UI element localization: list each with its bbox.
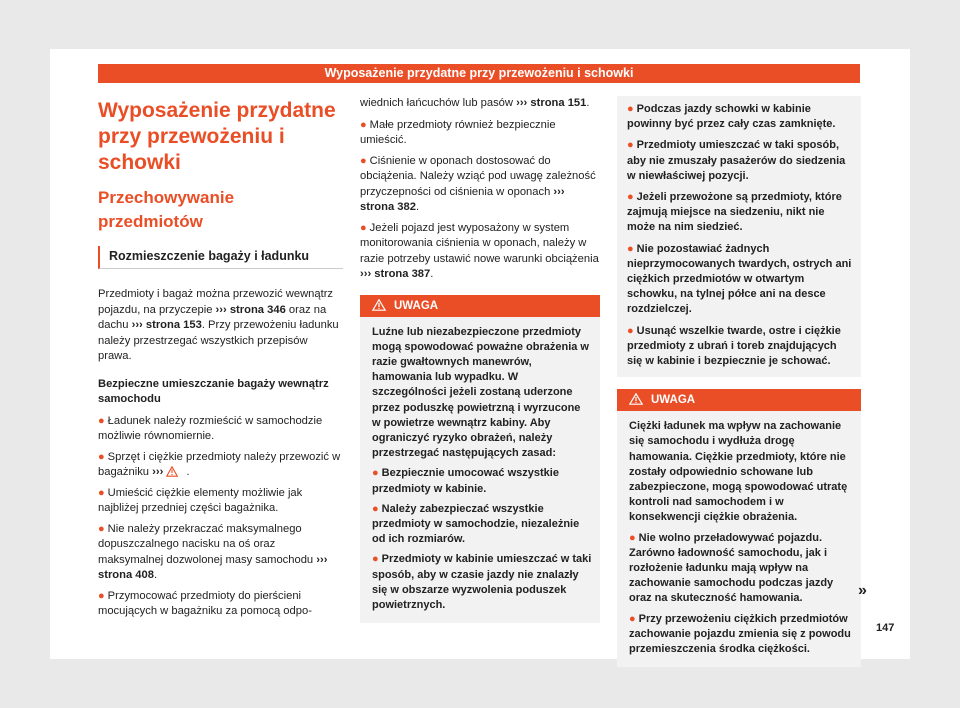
bullet-icon: ● [372, 467, 379, 480]
warning-title: UWAGA [394, 299, 439, 312]
list-item-text: Umieścić ciężkie elementy możliwie jak najbliżej przedniej części bagażnika. [98, 486, 303, 514]
list-item-text: Nie pozostawiać żadnych nieprzymocowanych twardych, ostrych ani ciężkich przedmiotów w otwartym schowku, na tylnej półce ani na desce rozdzielczej. [627, 242, 852, 316]
column-3 [617, 96, 861, 667]
subheading: Bezpieczne umieszczanie bagaży wewnątrz samochodu [98, 377, 329, 405]
list-item-text: Nie należy przekraczać maksymalnego dopuszczalnego nacisku na oś oraz maksymalnej dozwolonej masy samochodu [98, 522, 317, 566]
list-item-text: Jeżeli przewożone są przedmioty, które zajmują miejsce na siedzeniu, nikt nie może na nim siedzieć. [627, 191, 842, 234]
list-item-text: Jeżeli pojazd jest wyposażony w system monitorowania ciśnienia w oponach, należy w razie potrzeby ustawić nowe warunki obciążenia [360, 221, 599, 265]
warning-triangle-icon [629, 393, 643, 405]
list-item [98, 486, 343, 517]
bullet-icon: ● [629, 612, 636, 625]
continue-arrow-icon: » [858, 582, 867, 599]
list-item [627, 102, 853, 132]
intro-paragraph [98, 287, 343, 365]
list-item [627, 138, 853, 184]
page-ref-link[interactable]: ››› strona 382 [360, 185, 565, 213]
list-item-text: . [415, 201, 420, 213]
list-item [98, 450, 343, 481]
list-item-text: Ładunek należy rozmieścić w samochodzie możliwie równomiernie. [98, 414, 323, 442]
column-2 [360, 96, 600, 623]
bullet-icon: ● [98, 486, 105, 499]
bullet-icon: ● [627, 324, 634, 337]
list-item-text: . [153, 569, 158, 581]
bullet-icon: ● [360, 221, 367, 234]
page-number: 147 [876, 622, 895, 634]
list-item [627, 324, 853, 370]
list-item-text: Nie wolno przeładowywać pojazdu. Zarówno ładowność samochodu, jak i rozłożenie ładunku mają wpływ na zachowanie samochodu podczas jazdy oraz na skuteczność hamowania. [629, 531, 834, 605]
list-item-text: Sprzęt i ciężkie przedmioty należy przewozić w bagażniku [98, 450, 341, 478]
warning-box [360, 295, 600, 624]
list-item-text: Małe przedmioty również bezpiecznie umieścić. [360, 118, 556, 146]
page-ref-link[interactable]: ››› strona 346 [215, 303, 286, 316]
bullet-icon: ● [627, 103, 634, 115]
list-item [98, 522, 343, 584]
bullet-icon: ● [372, 502, 379, 515]
bullet-icon: ● [360, 154, 367, 167]
warning-paragraph: Ciężki ładunek ma wpływ na zachowanie się samochodu i wydłuża drogę hamowania. Ciężkie przedmioty, które nie zostały odpowiednio schowane lub zabezpieczone, mogą spowodować utratę kontroli nad samochodem i w konsekwencji ciężkie obrażenia. [629, 420, 848, 524]
running-header: Wyposażenie przydatne przy przewożeniu i schowki [98, 64, 860, 83]
intro-text-c: . Przy przewożeniu ładunku należy przestrzegać wszystkich przepisów prawa. [98, 319, 339, 362]
list-item [360, 154, 600, 216]
warning-box [617, 389, 861, 667]
bullet-icon: ● [98, 589, 105, 602]
bullet-icon: ● [98, 450, 105, 463]
page-ref-link[interactable]: ››› strona 408 [98, 553, 328, 581]
page-ref-link[interactable]: ››› strona 153 [131, 319, 202, 331]
warning-header [617, 389, 861, 411]
bullet-icon: ● [372, 553, 379, 566]
list-item [360, 118, 600, 149]
page-ref-link[interactable]: ››› strona 151 [516, 97, 587, 109]
warning-body [360, 317, 600, 624]
warning-body [617, 411, 861, 667]
paragraph-text: wiednich łańcuchów lub pasów [360, 97, 517, 109]
list-item [627, 242, 853, 318]
warning-continuation [617, 96, 861, 377]
list-item-text: Przymocować przedmioty do pierścieni mocujących w bagażniku za pomocą odpo- [98, 589, 312, 617]
bullet-icon: ● [627, 242, 634, 255]
list-item-text: Przedmioty w kabinie umieszczać w taki sposób, aby w czasie jazdy nie znalazły się w obszarze wyzwolenia poduszek powietrznych. [372, 553, 592, 611]
list-item-text: Należy zabezpieczać wszystkie przedmioty w samochodzie, niezależnie od ich rozmiarów. [372, 502, 580, 546]
section-title: Przechowywanie przedmiotów [98, 188, 235, 231]
list-item-text: Usunąć wszelkie twarde, ostre i ciężkie przedmioty z ubrań i toreb znajdujących się w kabinie i bezpiecznie je schować. [627, 324, 841, 368]
page-ref-link[interactable]: ››› [152, 466, 164, 478]
bullet-icon: ● [360, 118, 367, 131]
intro-text-a: Przedmioty i bagaż można przewozić wewnątrz pojazdu, na przyczepie [98, 288, 334, 316]
intro-text-b: oraz na dachu [98, 303, 327, 331]
warning-title: UWAGA [651, 394, 696, 407]
list-item-text: Ciśnienie w oponach dostosować do obciążenia. Należy wziąć pod uwagę zależność przyczepności od ciśnienia w oponach [360, 154, 596, 198]
list-item [629, 612, 853, 658]
chapter-title: Wyposażenie przydatne przy przewożeniu i schowki [98, 99, 336, 174]
list-item [372, 502, 592, 548]
bullet-icon: ● [627, 139, 634, 152]
bullet-icon: ● [629, 531, 636, 544]
warning-header [360, 295, 600, 317]
warning-paragraph: Luźne lub niezabezpieczone przedmioty mogą spowodować poważne obrażenia w razie gwałtownych manewrów, hamowania lub wypadku. W szczególności jeżeli zostaną uderzone przez poduszkę powietrzną i wyrzucone w powietrze wewnątrz kabiny. Aby ograniczyć ryzyko obrażeń, należy przestrzegać następujących zasad: [372, 325, 589, 460]
list-item-text: Przedmioty umieszczać w taki sposób, aby nie zmuszały pasażerów do siedzenia w niewłaściwej pozycji. [627, 139, 846, 182]
list-item-text: . [186, 466, 190, 478]
column-1 [98, 98, 343, 625]
subsection-title: Rozmieszczenie bagaży i ładunku [98, 246, 343, 269]
list-item [98, 414, 343, 445]
list-item [372, 466, 592, 496]
warning-triangle-icon [372, 299, 386, 311]
list-item [360, 221, 600, 283]
list-item-text: . [430, 268, 434, 280]
warning-triangle-icon [166, 466, 178, 477]
list-item [372, 552, 592, 613]
bullet-icon: ● [98, 414, 105, 427]
list-item-text: Przy przewożeniu ciężkich przedmiotów zachowanie pojazdu zmienia się z powodu przemieszczenia środka ciężkości. [629, 612, 851, 656]
list-item-text: Podczas jazdy schowki w kabinie powinny być przez cały czas zamknięte. [627, 103, 836, 131]
list-item-text: Bezpiecznie umocować wszystkie przedmioty w kabinie. [372, 467, 559, 495]
list-item [98, 589, 343, 620]
list-item [629, 531, 853, 607]
list-item [627, 190, 853, 236]
paragraph-text: . [586, 97, 590, 109]
bullet-icon: ● [98, 522, 105, 535]
page-ref-link[interactable]: ››› strona 387 [360, 268, 431, 280]
bullet-icon: ● [627, 191, 634, 204]
continued-paragraph [360, 96, 600, 112]
